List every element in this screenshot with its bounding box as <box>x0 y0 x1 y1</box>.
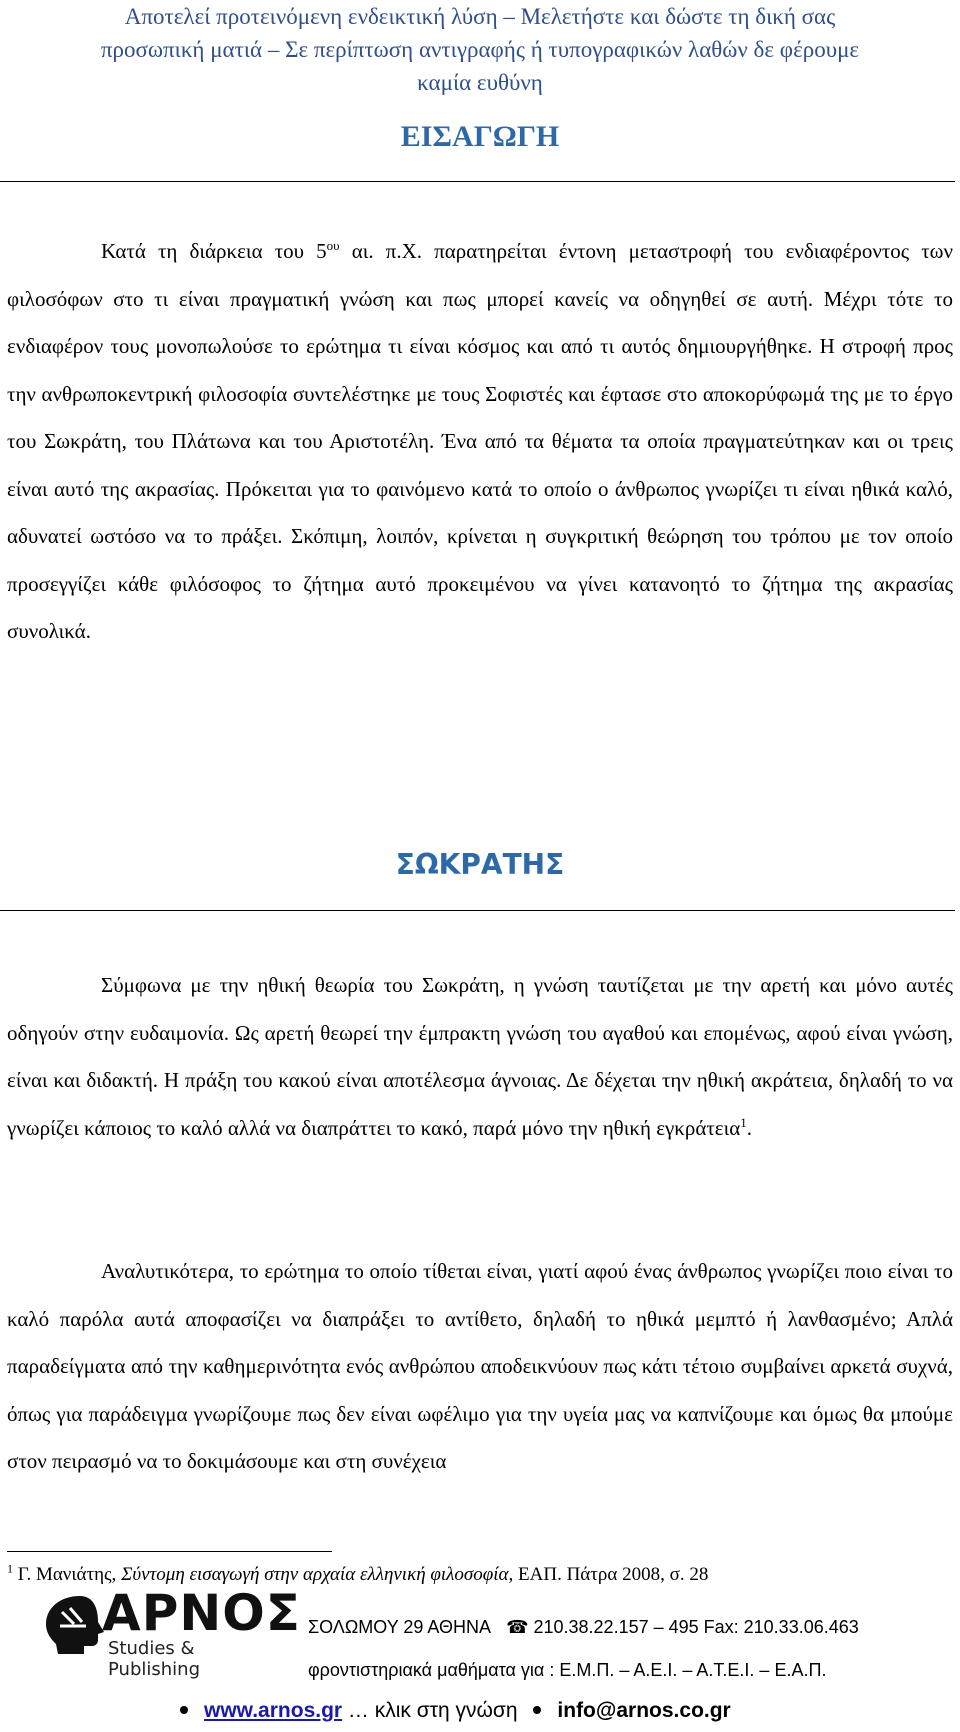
disclaimer <box>0 0 960 99</box>
address: ΣΟΛΩΜΟΥ 29 ΑΘΗΝΑ <box>308 1617 492 1637</box>
footnote-publisher: , ΕΑΠ. Πάτρα 2008, σ. 28 <box>508 1564 709 1585</box>
footnote-book-title: Σύντομη εισαγωγή στην αρχαία ελληνική φιλοσοφία <box>121 1564 509 1585</box>
website-link[interactable]: www.arnos.gr <box>204 1699 343 1722</box>
intro-text-rest: αι. π.Χ. παρατηρείται έντονη μεταστροφή του ενδιαφέροντος των φιλοσόφων στο τι είναι πραγματική γνώση και πως μπορεί κανείς να οδηγηθεί σε αυτή. Μέχρι τότε το ενδιαφέρον τους μονοπωλούσε το ερώτημα τι είναι κόσμος και από τι αυτός δημιουργήθηκε. Η στροφή προς την ανθρωποκεντρική φιλοσοφία συντελέστηκε με τους Σοφιστές και έφτασε στο αποκορύφωμά της με το έργο του Σωκράτη, του Πλάτωνα και του Αριστοτέλη. Ένα από τα θέματα τα οποία πραγματεύτηκαν και οι τρεις είναι αυτό της ακρασίας. Πρόκειται για το φαινόμενο κατά το οποίο ο άνθρωπος γνωρίζει τι είναι ηθικά καλό, αδυνατεί ωστόσο να το πράξει. Σκόπιμη, λοιπόν, κρίνεται η συγκριτική θεώρηση του τρόπου με τον οποίο προσεγγίζει κάθε φιλόσοφος το ζήτημα αυτό προκειμένου να γίνει κατανοητό το ζήτημα της ακρασίας συνολικά. <box>7 239 953 643</box>
title-divider <box>0 181 955 182</box>
logo-wordmark: ΑΡΝΟΣ <box>102 1584 301 1642</box>
phone-numbers: 210.38.22.157 – 495 Fax: 210.33.06.463 <box>528 1617 859 1637</box>
disclaimer-line: καμία ευθύνη <box>417 70 543 95</box>
logo-subtitle: Studies & Publishing <box>108 1638 200 1680</box>
arnos-logo <box>40 1584 301 1680</box>
section-title-intro: ΕΙΣΑΓΩΓΗ <box>400 120 560 153</box>
ordinal-superscript: ου <box>326 238 340 253</box>
socrates-text: Αναλυτικότερα, το ερώτημα το οποίο τίθεται είναι, γιατί αφού ένας άνθρωπος γνωρίζει ποιο είναι το καλό παρόλα αυτά αποφασίζει να διαπράξει το αντίθετο, δηλαδή το ηθικά μεμπτό ή λανθασμένο; Απλά παραδείγματα από την καθημερινότητα ενός ανθρώπου αποδεικνύουν πως κάτι τέτοιο συμβαίνει αρκετά συχνά, όπως για παράδειγμα γνωρίζουμε πως δεν είναι ωφέλιμο για την υγεία μας να καπνίζουμε και όμως θα μπούμε στον πειρασμό να το δοκιμάσουμε και στη συνέχεια <box>7 1259 953 1473</box>
tagline: … κλικ στη γνώση <box>342 1699 524 1722</box>
sentence-end: . <box>746 1115 753 1140</box>
intro-text-start: Κατά τη διάρκεια του 5 <box>101 239 327 263</box>
bullet-icon <box>180 1706 188 1714</box>
footnote-author: Γ. Μανιάτης, <box>13 1564 122 1585</box>
head-profile-icon <box>40 1594 110 1656</box>
title-divider <box>0 910 955 911</box>
footnote-divider <box>7 1551 332 1552</box>
contact-line <box>308 1617 859 1638</box>
footer-links <box>180 1699 731 1723</box>
bullet-icon <box>533 1706 541 1714</box>
telephone-icon: ☎ <box>506 1617 529 1637</box>
footnote-reference[interactable]: 1 <box>740 1114 747 1130</box>
footnote-number: 1 <box>7 1561 13 1576</box>
email-link[interactable]: info@arnos.co.gr <box>557 1699 731 1722</box>
socrates-paragraph-2 <box>7 1248 953 1486</box>
disclaimer-line: προσωπική ματιά – Σε περίπτωση αντιγραφής ή τυπογραφικών λαθών δε φέρουμε <box>100 37 860 62</box>
socrates-text: Σύμφωνα με την ηθική θεωρία του Σωκράτη, η γνώση ταυτίζεται με την αρετή και μόνο αυτές οδηγούν στην ευδαιμονία. Ως αρετή θεωρεί την έμπρακτη γνώση του αγαθού και επομένως, αφού είναι γνώση, είναι και διδακτή. Η πράξη του κακού είναι αποτέλεσμα άγνοιας. Δε δέχεται την ηθική ακράτεια, δηλαδή το να γνωρίζει κάποιος το καλό αλλά να διαπράττει το κακό, παρά μόνο την ηθική εγκράτεια <box>7 973 953 1140</box>
intro-paragraph <box>7 228 953 656</box>
disclaimer-line: Αποτελεί προτεινόμενη ενδεικτική λύση – Μελετήστε και δώστε τη δική σας <box>124 4 836 29</box>
socrates-paragraph-1 <box>7 962 953 1152</box>
courses-line: φροντιστηριακά μαθήματα για : Ε.Μ.Π. – Α.Ε.Ι. – Α.Τ.Ε.Ι. – Ε.Α.Π. <box>308 1660 827 1680</box>
section-title-socrates: ΣΩΚΡΑΤΗΣ <box>395 848 565 881</box>
